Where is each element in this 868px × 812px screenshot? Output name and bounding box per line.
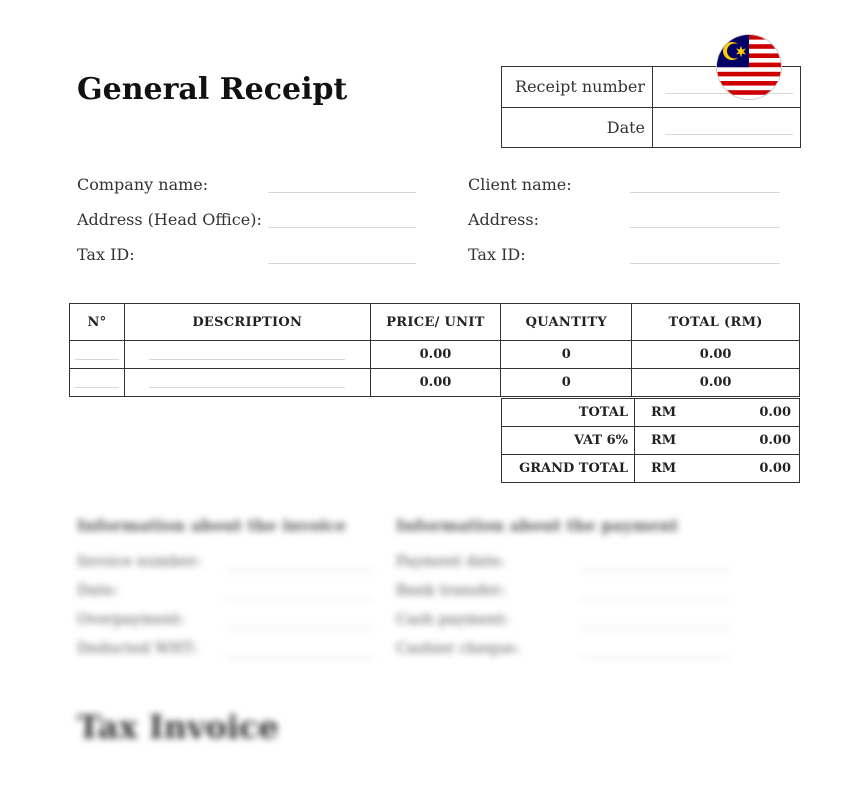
- row-description-cell[interactable]: [124, 369, 370, 397]
- row-number-cell[interactable]: [70, 341, 125, 369]
- company-name-label: Company name:: [77, 175, 209, 194]
- client-address-field[interactable]: [630, 227, 780, 228]
- row-description-cell[interactable]: [124, 341, 370, 369]
- grand-total-amount: 0.00: [759, 461, 791, 476]
- company-name-field[interactable]: [268, 192, 416, 193]
- total-value-cell: [635, 399, 800, 427]
- client-name-field[interactable]: [630, 192, 780, 193]
- malaysia-flag-icon: [717, 35, 781, 99]
- header-quantity: QUANTITY: [501, 304, 632, 341]
- meta-divider: [652, 67, 653, 107]
- header-total: TOTAL (RM): [632, 304, 800, 341]
- payment-date-label: Payment date:: [396, 552, 505, 570]
- invoice-date-label: Date:: [77, 581, 118, 599]
- payment-date-field[interactable]: [580, 570, 730, 571]
- client-tax-id-field[interactable]: [630, 263, 780, 264]
- date-field[interactable]: [665, 134, 793, 135]
- vat-value-cell: [635, 427, 800, 455]
- items-header-row: [70, 304, 800, 341]
- header-number: N°: [70, 304, 125, 341]
- table-row: [70, 369, 800, 397]
- address-head-office-field[interactable]: [268, 227, 416, 228]
- receipt-number-label: Receipt number: [515, 77, 645, 96]
- total-amount: 0.00: [759, 405, 791, 420]
- grand-total-value-cell: [635, 455, 800, 483]
- cashier-cheque-field[interactable]: [580, 657, 730, 658]
- row-quantity-cell: 0: [501, 341, 632, 369]
- row-price-cell: 0.00: [370, 369, 501, 397]
- cash-payment-field[interactable]: [580, 628, 730, 629]
- vat-amount: 0.00: [759, 433, 791, 448]
- client-address-label: Address:: [468, 210, 539, 229]
- cash-payment-label: Cash payment:: [396, 610, 510, 628]
- totals-table: [501, 398, 800, 483]
- overpayment-field[interactable]: [225, 628, 373, 629]
- client-tax-id-label: Tax ID:: [468, 245, 526, 264]
- page-title: General Receipt: [77, 72, 348, 107]
- invoice-info-heading: Information about the invoice: [77, 516, 347, 535]
- deducted-wht-field[interactable]: [225, 657, 373, 658]
- total-label: TOTAL: [502, 399, 635, 427]
- total-row: [502, 399, 800, 427]
- header-description: DESCRIPTION: [124, 304, 370, 341]
- tax-invoice-title: Tax Invoice: [77, 708, 279, 746]
- invoice-number-field[interactable]: [225, 570, 373, 571]
- row-total-cell: 0.00: [632, 341, 800, 369]
- bank-transfer-label: Bank transfer:: [396, 581, 506, 599]
- vat-row: [502, 427, 800, 455]
- payment-info-heading: Information about the payment: [396, 516, 679, 535]
- grand-total-currency: RM: [651, 461, 677, 476]
- invoice-date-field[interactable]: [225, 599, 373, 600]
- cashier-cheque-label: Cashier cheque:: [396, 639, 520, 657]
- date-row: [502, 107, 800, 148]
- vat-currency: RM: [651, 433, 677, 448]
- invoice-number-label: Invoice number:: [77, 552, 202, 570]
- client-name-label: Client name:: [468, 175, 572, 194]
- table-row: [70, 341, 800, 369]
- overpayment-label: Overpayment:: [77, 610, 185, 628]
- vat-label: VAT 6%: [502, 427, 635, 455]
- company-tax-id-label: Tax ID:: [77, 245, 135, 264]
- deducted-wht-label: Deducted WHT:: [77, 639, 198, 657]
- address-head-office-label: Address (Head Office):: [77, 210, 262, 229]
- items-table: [69, 303, 800, 397]
- bank-transfer-field[interactable]: [580, 599, 730, 600]
- grand-total-label: GRAND TOTAL: [502, 455, 635, 483]
- total-currency: RM: [651, 405, 677, 420]
- date-label: Date: [606, 118, 645, 137]
- header-price-unit: PRICE/ UNIT: [370, 304, 501, 341]
- company-tax-id-field[interactable]: [268, 263, 416, 264]
- row-number-cell[interactable]: [70, 369, 125, 397]
- row-quantity-cell: 0: [501, 369, 632, 397]
- row-total-cell: 0.00: [632, 369, 800, 397]
- receipt-number-field[interactable]: [665, 93, 793, 94]
- row-price-cell: 0.00: [370, 341, 501, 369]
- meta-divider: [652, 108, 653, 148]
- grand-total-row: [502, 455, 800, 483]
